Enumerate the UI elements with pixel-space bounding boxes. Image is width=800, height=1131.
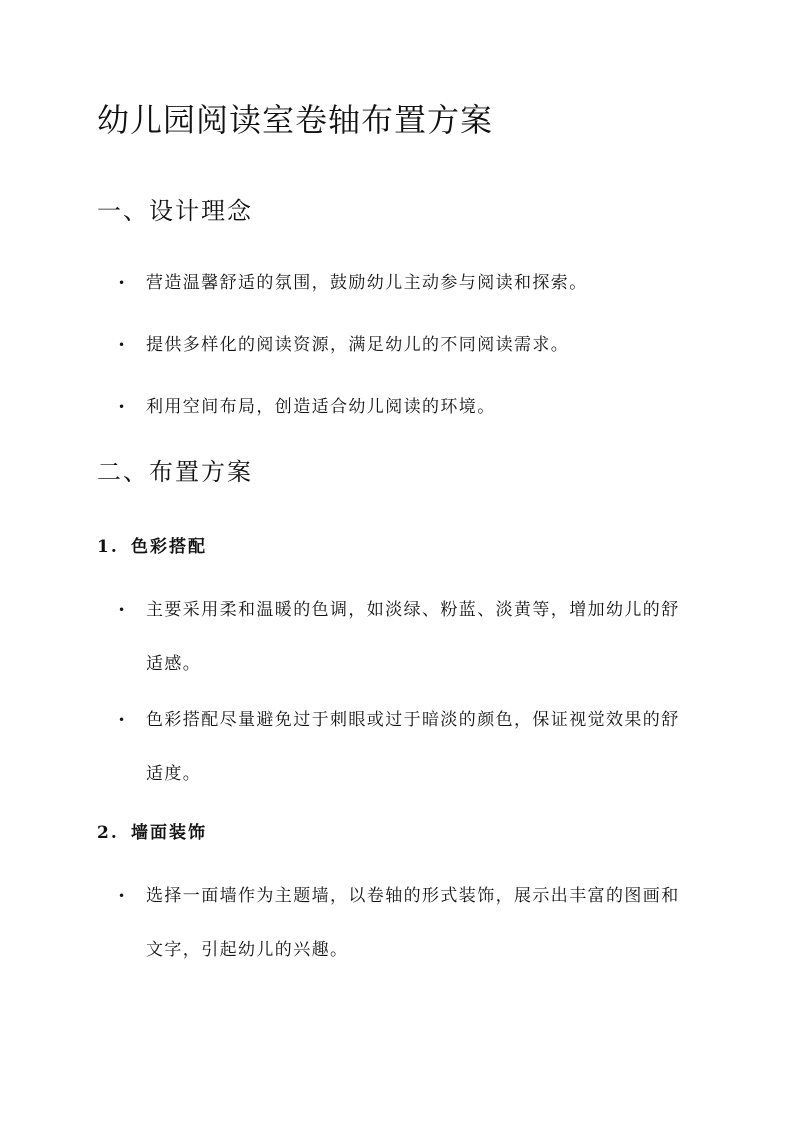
subsection-number: 1.	[97, 537, 119, 557]
subsection-title: 色彩搭配	[131, 537, 207, 557]
section-heading-layout-plan: 二、布置方案	[97, 458, 253, 486]
bullet-icon: •	[118, 889, 127, 903]
subsection-number: 2.	[97, 823, 119, 843]
bullet-icon: •	[118, 276, 127, 290]
list-item-text: 提供多样化的阅读资源，满足幼儿的不同阅读需求。	[146, 335, 570, 355]
document-title: 幼儿园阅读室卷轴布置方案	[97, 101, 494, 139]
list-item-text: 营造温馨舒适的氛围，鼓励幼儿主动参与阅读和探索。	[146, 273, 588, 293]
bullet-icon: •	[118, 338, 127, 352]
list-item	[0, 693, 694, 801]
list-item-text: 选择一面墙作为主题墙，以卷轴的形式装饰，展示出丰富的图画和文字，引起幼儿的兴趣。	[146, 886, 680, 960]
list-item	[0, 583, 694, 691]
list-item	[0, 869, 694, 977]
list-item	[0, 380, 694, 434]
design-concept-list	[0, 256, 694, 434]
color-scheme-list	[0, 583, 694, 801]
section-heading-design-concept: 一、设计理念	[97, 197, 253, 225]
bullet-icon: •	[118, 713, 127, 727]
list-item	[0, 318, 694, 372]
wall-decoration-list	[0, 869, 694, 977]
bullet-icon: •	[118, 400, 127, 414]
list-item	[0, 256, 694, 310]
subsection-heading-color-scheme	[97, 534, 207, 560]
subsection-title: 墙面装饰	[131, 823, 207, 843]
list-item-text: 色彩搭配尽量避免过于刺眼或过于暗淡的颜色，保证视觉效果的舒适度。	[146, 710, 680, 784]
list-item-text: 利用空间布局，创造适合幼儿阅读的环境。	[146, 397, 496, 417]
bullet-icon: •	[118, 603, 127, 617]
list-item-text: 主要采用柔和温暖的色调，如淡绿、粉蓝、淡黄等，增加幼儿的舒适感。	[146, 600, 680, 674]
subsection-heading-wall-decoration	[97, 820, 207, 846]
